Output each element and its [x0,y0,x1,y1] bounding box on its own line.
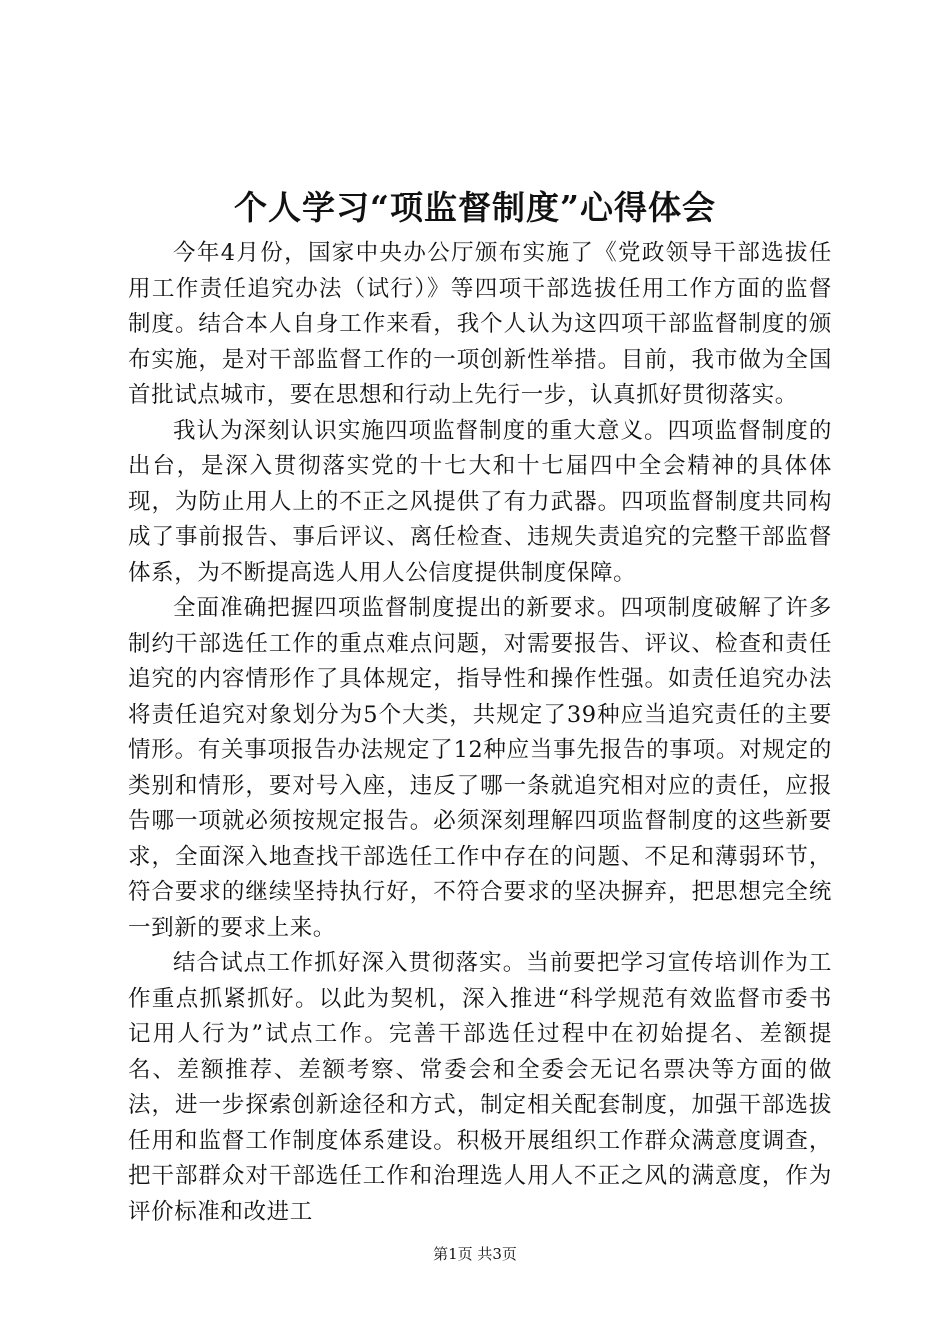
document-body [128,236,832,1230]
paragraph-2: 我认为深刻认识实施四项监督制度的重大意义。四项监督制度的出台，是深入贯彻落实党的十七大和十七届四中全会精神的具体体现，为防止用人上的不正之风提供了有力武器。四项监督制度共同构成了事前报告、事后评议、离任检查、违规失责追究的完整干部监督体系，为不断提高选人用人公信度提供制度保障。 [128,417,832,586]
paragraph-1: 今年4月份，国家中央办公厅颁布实施了《党政领导干部选拔任用工作责任追究办法（试行）》等四项干部选拔任用工作方面的监督制度。结合本人自身工作来看，我个人认为这四项干部监督制度的颁布实施，是对干部监督工作的一项创新性举措。目前，我市做为全国首批试点城市，要在思想和行动上先行一步，认真抓好贯彻落实。 [128,240,832,408]
paragraph-4: 结合试点工作抓好深入贯彻落实。当前要把学习宣传培训作为工作重点抓紧抓好。以此为契机，深入推进“科学规范有效监督市委书记用人行为”试点工作。完善干部选任过程中在初始提名、差额提名、差额推荐、差额考察、常委会和全委会无记名票决等方面的做法，进一步探索创新途径和方式，制定相关配套制度，加强干部选拔任用和监督工作制度体系建设。积极开展组织工作群众满意度调查，把干部群众对干部选任工作和治理选人用人不正之风的满意度，作为评价标准和改进工 [128,950,832,1225]
paragraph-3: 全面准确把握四项监督制度提出的新要求。四项制度破解了许多制约干部选任工作的重点难点问题，对需要报告、评议、检查和责任追究的内容情形作了具体规定，指导性和操作性强。如责任追究办法将责任追究对象划分为5个大类，共规定了39种应当追究责任的主要情形。有关事项报告办法规定了12种应当事先报告的事项。对规定的类别和情形，要对号入座，违反了哪一条就追究相对应的责任，应报告哪一项就必须按规定报告。必须深刻理解四项监督制度的这些新要求，全面深入地查找干部选任工作中存在的问题、不足和薄弱环节，符合要求的继续坚持执行好，不符合要求的坚决摒弃，把思想完全统一到新的要求上来。 [128,595,832,941]
page-number: 第1页 共3页 [433,1245,517,1263]
document-title: 个人学习“项监督制度”心得体会 [234,188,716,227]
